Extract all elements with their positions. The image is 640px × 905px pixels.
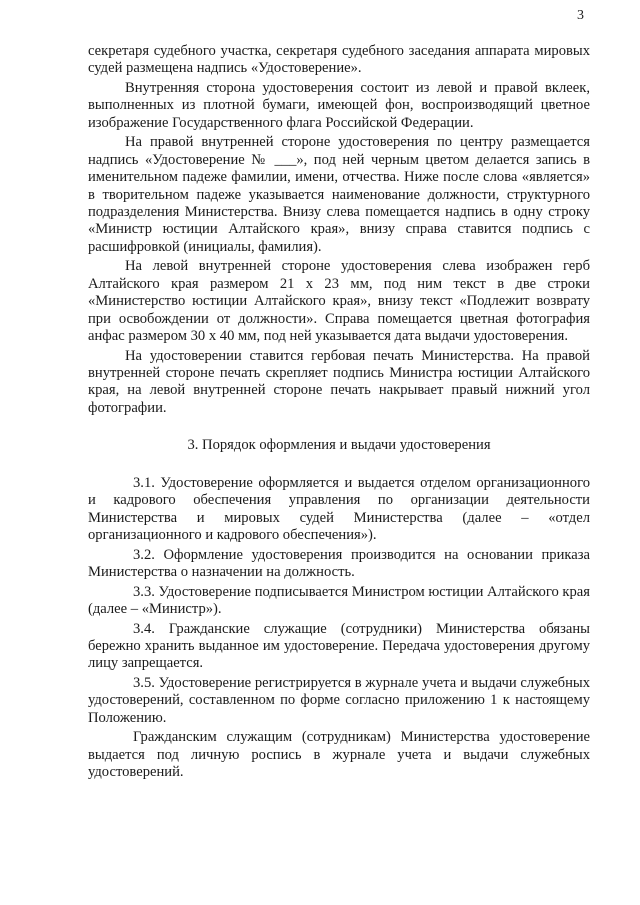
paragraph: На удостоверении ставится гербовая печать Министерства. На правой внутренней стороне печать скрепляет подпись Министра юстиции Алтайского края, на левой внутренней стороне печать накрывает правый нижний угол фотографии. (88, 347, 590, 416)
section-title: 3. Порядок оформления и выдачи удостоверения (187, 437, 491, 454)
clause-3-3: 3.3. Удостоверение подписывается Министром юстиции Алтайского края (далее – «Министр»). (88, 583, 590, 617)
paragraph: Гражданским служащим (сотрудникам) Министерства удостоверение выдается под личную роспись в журнале учета и выдачи служебных удостоверений. (88, 729, 590, 781)
paragraph: Внутренняя сторона удостоверения состоит из левой и правой вклеек, выполненных из плотной бумаги, имеющей фон, воспроизводящий цветное изображение Государственного флага Российской Федерации. (88, 80, 590, 131)
paragraph: На правой внутренней стороне удостоверения по центру размещается надпись «Удостоверение № ___», под ней черным цветом делается запись в именительном падеже фамилии, имени, отчества. Ниже после слова «является» в творительном падеже указывается наименование должности, структурного подразделения Министерства. Внизу слева помещается надпись в одну строку «Министр юстиции Алтайского края», внизу справа ставится подпись с расшифровкой (инициалы, фамилия). (88, 134, 590, 255)
document-body (88, 43, 590, 784)
clause-3-2: 3.2. Оформление удостоверения производится на основании приказа Министерства о назначении на должность. (88, 546, 590, 580)
paragraph: На левой внутренней стороне удостоверения слева изображен герб Алтайского края размером 21 х 23 мм, под ним текст в две строки «Министерство юстиции Алтайского края», внизу текст «Подлежит возврату при освобождении от должности». Справа помещается цветная фотография анфас размером 30 х 40 мм, под ней указывается дата выдачи удостоверения. (88, 258, 590, 345)
clause-3-1: 3.1. Удостоверение оформляется и выдается отделом организационного и кадрового обеспечения управления по организации деятельности Министерства и мировых судей Министерства (далее – «отдел организационного и кадрового обеспечения»). (88, 474, 590, 543)
clause-3-5: 3.5. Удостоверение регистрируется в журнале учета и выдачи служебных удостоверений, составленном по форме согласно приложению 1 к настоящему Положению. (88, 674, 590, 726)
page-number: 3 (577, 8, 584, 23)
paragraph: секретаря судебного участка, секретаря судебного заседания аппарата мировых судей размещена надпись «Удостоверение». (88, 43, 590, 77)
clause-3-4: 3.4. Гражданские служащие (сотрудники) Министерства обязаны бережно хранить выданное им удостоверение. Передача удостоверения другому лицу запрещается. (88, 620, 590, 672)
